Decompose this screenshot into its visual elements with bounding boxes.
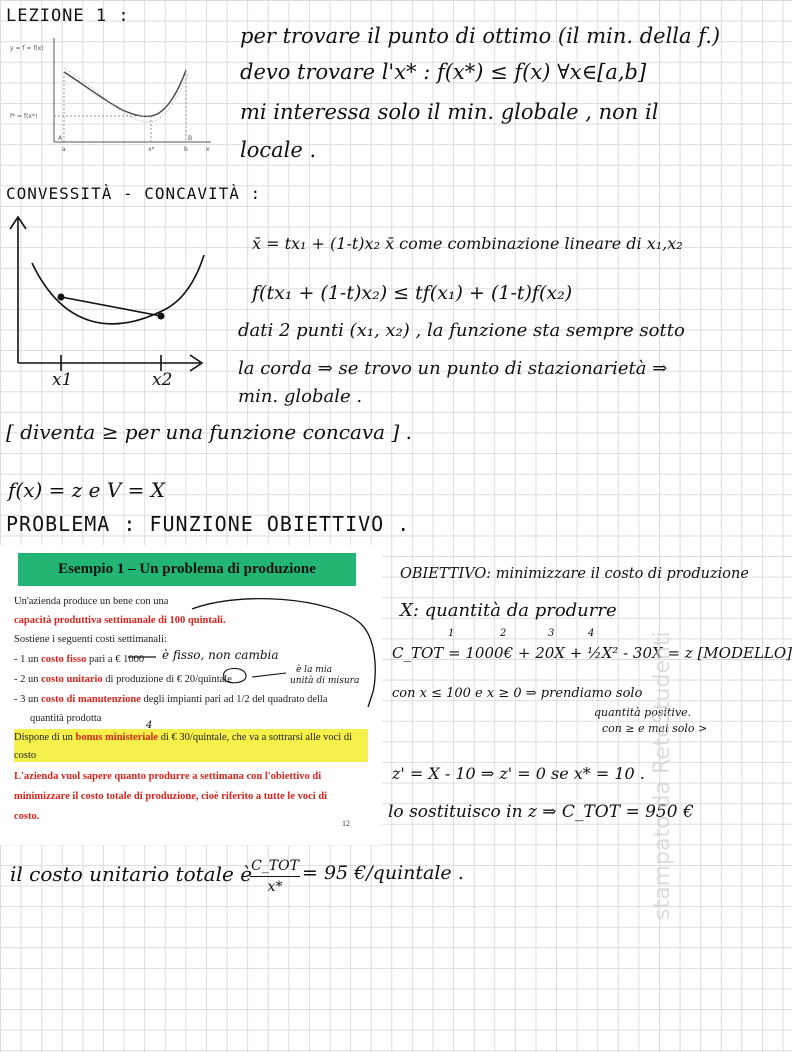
- x-definition: X: quantità da produrre: [400, 600, 617, 621]
- fz-note: f(x) = z e V = X: [8, 478, 166, 502]
- slide-goal-1: L'azienda vuol sapere quanto produrre a settimana con l'obiettivo di: [14, 771, 322, 782]
- tick-x: x: [206, 146, 210, 153]
- item3-suffix: degli impianti pari ad 1/2 del quadrato della: [140, 694, 328, 705]
- item3-bold: costo di manutenzione: [41, 694, 141, 705]
- marker-4: 4: [146, 720, 153, 731]
- derivative-note: z' = X - 10 ⇒ z' = 0 se x* = 10 .: [392, 764, 645, 783]
- convexity-line-3: dati 2 punti (x₁, x₂) , la funzione sta sempre sotto: [238, 320, 685, 341]
- tick-b: b: [184, 146, 188, 153]
- mark-1: 1: [448, 628, 455, 639]
- slide-line-2: capacità produttiva settimanale di 100 quintali.: [14, 615, 226, 626]
- minimum-figure: [6, 30, 216, 160]
- slide-highlight-2: costo: [14, 750, 37, 761]
- note-unit-1: è la mia: [296, 665, 333, 675]
- unit-cost-text: il costo unitario totale è: [10, 862, 253, 886]
- chord: [61, 297, 161, 316]
- x2-label: x2: [152, 370, 173, 390]
- point-x1: [58, 294, 65, 301]
- item2-bold: costo unitario: [41, 674, 103, 685]
- bracket-note: [ diventa ≥ per una funzione concava ] .: [6, 420, 412, 444]
- note-line-2: devo trovare l'x* : f(x*) ≤ f(x) ∀x∈[a,b]: [240, 60, 647, 84]
- point-b-label: B: [188, 135, 193, 142]
- hl1-prefix: Dispone di un: [14, 732, 76, 743]
- point-x2: [158, 313, 165, 320]
- positive-note-2: con ≥ e mai solo >: [602, 722, 708, 735]
- note-line-4: locale .: [240, 138, 317, 162]
- convex-curve: [32, 255, 204, 324]
- item2-suffix: di produzione di € 20/quintale: [102, 674, 232, 685]
- lesson-title: LEZIONE 1 :: [6, 6, 130, 26]
- slide-goal-2: minimizzare il costo totale di produzione, cioè riferito a tutte le voci di: [14, 791, 328, 802]
- item3-prefix: - 3 un: [14, 694, 42, 705]
- note-line-1: per trovare il punto di ottimo (il min. della f.): [240, 24, 721, 48]
- convexity-line-4: la corda ⇒ se trovo un punto di stazionarietà ⇒: [238, 358, 668, 379]
- objective-note: OBIETTIVO: minimizzare il costo di produzione: [400, 566, 749, 582]
- problem-heading: PROBLEMA : FUNZIONE OBIETTIVO .: [6, 512, 411, 536]
- point-a-label: A: [58, 135, 63, 142]
- item1-prefix: - 1 un: [14, 654, 42, 665]
- unit-arrow: [252, 673, 286, 677]
- slide-goal-3: costo.: [14, 811, 40, 822]
- mark-3: 3: [548, 628, 555, 639]
- convexity-line-5: min. globale .: [238, 386, 363, 407]
- convexity-heading: CONVESSITÀ - CONCAVITÀ :: [6, 184, 262, 203]
- slide-title: Esempio 1 – Un problema di produzione: [58, 561, 316, 577]
- item1-bold: costo fisso: [41, 654, 87, 665]
- mark-2: 2: [500, 628, 507, 639]
- tick-a: a: [62, 146, 66, 153]
- y-label-top: y = f = f(x): [10, 45, 44, 52]
- watermark-text: stampato da ReteStudenti: [650, 631, 675, 920]
- item2-prefix: - 2 un: [14, 674, 42, 685]
- note-fixed-cost: è fisso, non cambia: [162, 648, 279, 662]
- hl1-bold: bonus ministeriale: [75, 732, 159, 743]
- hl1-suffix: di € 30/quintale, che va a sottrarsi alle voci di: [158, 732, 353, 743]
- convexity-figure: [4, 215, 214, 395]
- capacity-arrow: [192, 599, 375, 707]
- convexity-line-1: x̄ = tx₁ + (1-t)x₂ x̄ come combinazione lineare di x₁,x₂: [252, 234, 683, 253]
- annotation-strokes: [0, 545, 382, 845]
- x1-label: x1: [52, 370, 73, 390]
- substitute-note: lo sostituisco in z ⇒ C_TOT = 950 €: [388, 802, 694, 822]
- fraction-denominator: x*: [267, 879, 283, 895]
- unit-circle: [224, 668, 247, 682]
- slide-item-3-cont: quantità prodotta: [30, 713, 102, 724]
- slide-line-1: Un'azienda produce un bene con una: [14, 596, 169, 607]
- tick-x-star: x*: [148, 146, 155, 153]
- note-line-3: mi interessa solo il min. globale , non il: [240, 100, 659, 124]
- slide-example: [0, 545, 382, 845]
- item1-suffix: pari a € 1000: [86, 654, 145, 665]
- y-label-mid: f* = f(x*): [10, 113, 38, 120]
- convexity-line-2: f(tx₁ + (1-t)x₂) ≤ tf(x₁) + (1-t)f(x₂): [252, 282, 573, 304]
- unit-cost-fraction: [250, 858, 300, 895]
- slide-line-3: Sostiene i seguenti costi settimanali:: [14, 634, 167, 645]
- fraction-numerator: C_TOT: [251, 858, 299, 874]
- positive-note-1: quantità positive.: [594, 706, 692, 719]
- constraint-note: con x ≤ 100 e x ≥ 0 ⇒ prendiamo solo: [392, 686, 643, 701]
- mark-4: 4: [588, 628, 595, 639]
- model-equation: C_TOT = 1000€ + 20X + ½X² - 30X = z [MODELLO]: [392, 644, 792, 662]
- function-curve: [64, 70, 186, 116]
- slide-page-number: 12: [342, 819, 350, 828]
- unit-cost-result: = 95 €/quintale .: [302, 862, 464, 884]
- note-unit-2: unità di misura: [290, 676, 360, 686]
- fraction-bar: [250, 876, 300, 877]
- noise-curve: [64, 68, 188, 122]
